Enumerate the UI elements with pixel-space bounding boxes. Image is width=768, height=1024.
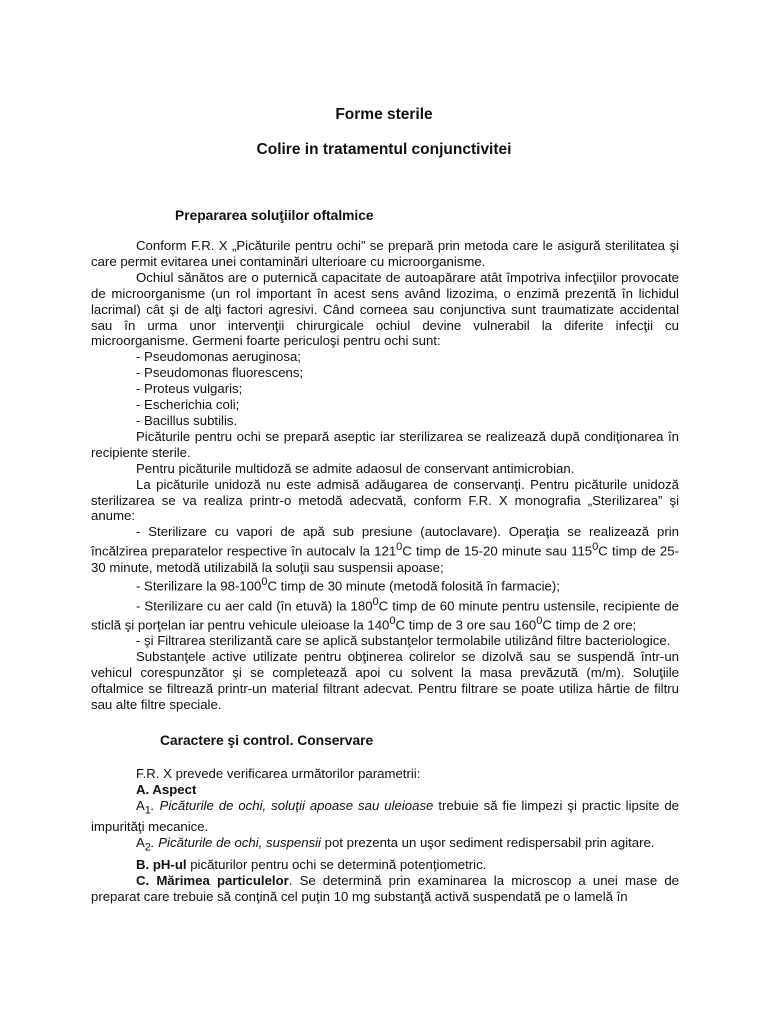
paragraph: B. pH-ul picăturilor pentru ochi se determină potenţiometric. — [136, 856, 487, 872]
paragraph: La picăturile unidoză nu este admisă adăugarea de conservanţi. Pentru picăturile unidoză sterilizarea se va realiza printr-o metodă adecvată, conform F.R. X monografia „Sterilizarea” şi anume: — [91, 476, 679, 524]
paragraph: $A_2$. Picăturile de ochi, suspensii pot prezenta un uşor sediment redispersabil prin agitare. — [136, 835, 655, 854]
paragraph: $A_1$. Picăturile de ochi, soluţii apoase sau uleioase trebuie să fie limpezi şi practic lipsite de impurităţi mecanice. — [91, 797, 679, 835]
document-subtitle: Colire in tratamentul conjunctivitei — [256, 141, 512, 158]
paragraph: F.R. X prevede verificarea următorilor parametrii: — [136, 766, 421, 781]
section-heading-preparation: Prepararea soluţiilor oftalmice — [175, 208, 374, 223]
paragraph: Pentru picăturile multidoză se admite adaosul de conservant antimicrobian. — [136, 460, 575, 476]
list-item: - Proteus vulgaris; — [136, 381, 243, 397]
section-heading-control: Caractere şi control. Conservare — [160, 733, 374, 748]
list-item: - Pseudomonas aeruginosa; — [136, 349, 301, 365]
sterilization-method: - Sterilizare la $98-100^0C$ timp de 30 minute (metodă folosită în farmacie); — [136, 576, 560, 594]
list-item: - Pseudomonas fluorescens; — [136, 365, 304, 381]
list-item: - Bacillus subtilis. — [136, 412, 238, 428]
section-body-preparation — [91, 238, 679, 713]
paragraph: Picăturile pentru ochi se prepară aseptic iar sterilizarea se realizează după condiţionarea în recipiente sterile. — [91, 428, 679, 460]
sterilization-method: - Sterilizare cu vapori de apă sub presiune (autoclavare). Operaţia se realizează prin încălzirea preparatelor respective în autocalv la $121^0C$ timp de 15-20 minute sau $115^0C$ timp de 25-30 minute, metodă utilizabilă la soluţii sau suspensii apoase; — [91, 524, 679, 575]
subheading-aspect: A. Aspect — [136, 781, 197, 797]
sterilization-method: - Sterilizare cu aer cald (în etuvă) la $180^0C$ timp de 60 minute pentru ustensile, recipiente de sticlă şi porţelan iar pentru vehicule uleioase la $140^0C$ timp de 3 ore sau $160^0C$ timp de 2 ore; — [91, 595, 680, 633]
paragraph: Ochiul sănătos are o puternică capacitate de autoapărare atât împotriva infecţiilor provocate de microorganisme (un rol important în acest sens având lizozima, o enzimă prezentă în lichidul lacrimal) cât şi de alţi factori agresivi. Când corneea sau conjunctiva sunt traumatizate accidental sau în urma unor intervenţii chirurgicale ochiul devine vulnerabil la diferite infecţii cu microorganisme. Germeni foarte periculoşi pentru ochi sunt: — [91, 269, 679, 349]
sterilization-method: - şi Filtrarea sterilizantă care se aplică substanţelor termolabile utilizând filtre bacteriologice. — [136, 633, 671, 649]
list-item: - Escherichia coli; — [136, 397, 240, 413]
paragraph: Substanţele active utilizate pentru obţinerea colirelor se dizolvă sau se suspendă într-un vehicul corespunzător şi se completează apoi cu solvent la masa prevăzută (m/m). Soluţiile oftalmice se filtrează printr-un material filtrant adecvat. Pentru filtrare se poate utiliza hârtie de filtru sau alte filtre speciale. — [91, 649, 679, 712]
section-body-control — [91, 766, 679, 905]
paragraph: C. Mărimea particulelor. Se determină prin examinarea la microscop a unei mase de preparat care trebuie să conţină cel puţin 10 mg substanţă activă suspendată pe o lamelă în — [91, 872, 680, 904]
document-title: Forme sterile — [335, 106, 433, 123]
paragraph: Conform F.R. X „Picăturile pentru ochi” se prepară prin metoda care le asigură sterilitatea şi care permit evitarea unei contaminări ulterioare cu microorganisme. — [91, 238, 679, 269]
